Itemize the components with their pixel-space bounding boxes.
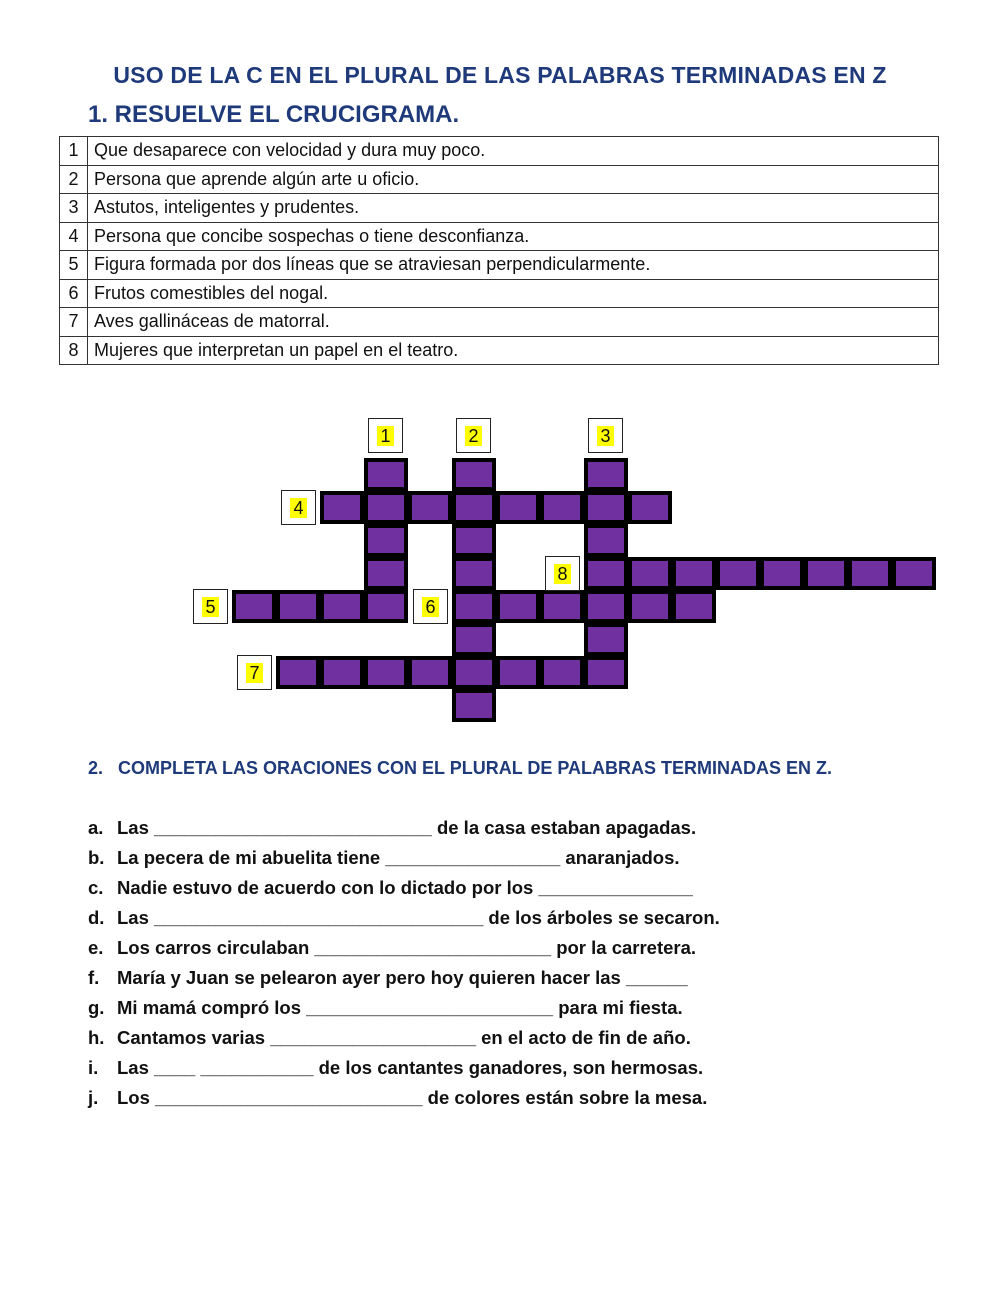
sentence-text: María y Juan se pelearon ayer pero hoy quieren hacer las ______ (117, 967, 688, 988)
clue-number: 2 (60, 165, 88, 194)
crossword-cell[interactable] (760, 557, 804, 590)
sentence-text: Las ________________________________ de los árboles se secaron. (117, 907, 720, 928)
clue-number: 4 (60, 222, 88, 251)
sentence-letter: j. (88, 1087, 99, 1108)
sentence-text: Las ___________________________ de la casa estaban apagadas. (117, 817, 697, 838)
crossword-cell[interactable] (540, 491, 584, 524)
clue-text: Aves gallináceas de matorral. (88, 308, 939, 337)
sentence-text: Las ____ ___________ de los cantantes ganadores, son hermosas. (117, 1057, 704, 1078)
sentence-item (88, 993, 720, 1023)
crossword-cell[interactable] (232, 590, 276, 623)
crossword-cell[interactable] (672, 590, 716, 623)
clue-number: 1 (60, 137, 88, 166)
sentence-text: Los __________________________ de colores están sobre la mesa. (117, 1087, 708, 1108)
crossword-cell[interactable] (452, 458, 496, 491)
crossword-cell[interactable] (848, 557, 892, 590)
sentence-letter: c. (88, 877, 104, 898)
sentence-item (88, 843, 720, 873)
sentence-text: Nadie estuvo de acuerdo con lo dictado por los _______________ (117, 877, 693, 898)
crossword-cell[interactable] (452, 623, 496, 656)
crossword-cell[interactable] (672, 557, 716, 590)
clue-label-6 (413, 589, 448, 624)
clue-row (60, 336, 939, 365)
clue-text: Mujeres que interpretan un papel en el teatro. (88, 336, 939, 365)
crossword-cell[interactable] (584, 656, 628, 689)
sentence-letter: a. (88, 817, 104, 838)
crossword-cell[interactable] (320, 491, 364, 524)
crossword-cell[interactable] (584, 491, 628, 524)
sentence-letter: h. (88, 1027, 105, 1048)
crossword-cell[interactable] (276, 656, 320, 689)
crossword-cell[interactable] (320, 590, 364, 623)
crossword-cell[interactable] (540, 590, 584, 623)
crossword-cell[interactable] (452, 491, 496, 524)
crossword-cell[interactable] (628, 590, 672, 623)
clue-label-number: 6 (422, 597, 438, 617)
clue-row (60, 308, 939, 337)
crossword-cell[interactable] (408, 491, 452, 524)
sentence-text: Mi mamá compró los ________________________ para mi fiesta. (117, 997, 683, 1018)
crossword-cell[interactable] (320, 656, 364, 689)
clue-label-number: 1 (377, 426, 393, 446)
clue-label-number: 7 (246, 663, 262, 683)
clue-label-4 (281, 490, 316, 525)
clue-text: Que desaparece con velocidad y dura muy poco. (88, 137, 939, 166)
clue-row (60, 165, 939, 194)
clue-number: 6 (60, 279, 88, 308)
clue-text: Figura formada por dos líneas que se atraviesan perpendicularmente. (88, 251, 939, 280)
crossword-cell[interactable] (584, 458, 628, 491)
clue-label-number: 8 (554, 564, 570, 584)
crossword-cell[interactable] (584, 524, 628, 557)
crossword-cell[interactable] (496, 590, 540, 623)
sentence-item (88, 873, 720, 903)
crossword-cell[interactable] (452, 689, 496, 722)
crossword-cell[interactable] (452, 557, 496, 590)
crossword-cell[interactable] (584, 590, 628, 623)
clues-table (59, 136, 939, 365)
clue-label-number: 4 (290, 498, 306, 518)
clue-row (60, 194, 939, 223)
crossword-cell[interactable] (804, 557, 848, 590)
sentence-item (88, 1023, 720, 1053)
section-1-title: 1. RESUELVE EL CRUCIGRAMA. (88, 101, 460, 128)
sentence-letter: f. (88, 967, 100, 988)
clue-text: Persona que concibe sospechas o tiene desconfianza. (88, 222, 939, 251)
section-2-title (88, 758, 832, 779)
sentence-letter: i. (88, 1057, 99, 1078)
sentence-letter: e. (88, 937, 104, 958)
clue-label-number: 3 (597, 426, 613, 446)
clue-number: 8 (60, 336, 88, 365)
clue-label-number: 5 (202, 597, 218, 617)
sentence-item (88, 1083, 720, 1113)
crossword-cell[interactable] (364, 491, 408, 524)
crossword-cell[interactable] (584, 557, 628, 590)
page-title: USO DE LA C EN EL PLURAL DE LAS PALABRAS TERMINADAS EN Z (113, 62, 887, 88)
clue-label-2 (456, 418, 491, 453)
clue-label-8 (545, 556, 580, 591)
crossword-cell[interactable] (364, 557, 408, 590)
clue-label-3 (588, 418, 623, 453)
clue-row (60, 279, 939, 308)
crossword-cell[interactable] (584, 623, 628, 656)
section-2-heading: COMPLETA LAS ORACIONES CON EL PLURAL DE PALABRAS TERMINADAS EN Z. (118, 758, 833, 778)
clue-text: Persona que aprende algún arte u oficio. (88, 165, 939, 194)
clue-row (60, 137, 939, 166)
clue-number: 3 (60, 194, 88, 223)
clue-row (60, 222, 939, 251)
sentence-letter: b. (88, 847, 105, 868)
clue-row (60, 251, 939, 280)
crossword-cell[interactable] (364, 590, 408, 623)
crossword-cell[interactable] (408, 656, 452, 689)
sentence-item (88, 903, 720, 933)
crossword-cell[interactable] (628, 491, 672, 524)
sentence-item (88, 1053, 720, 1083)
sentence-item (88, 963, 720, 993)
clue-number: 5 (60, 251, 88, 280)
sentence-text: La pecera de mi abuelita tiene _________________ anaranjados. (117, 847, 680, 868)
clue-text: Frutos comestibles del nogal. (88, 279, 939, 308)
sentence-letter: d. (88, 907, 105, 928)
clue-number: 7 (60, 308, 88, 337)
crossword-cell[interactable] (452, 656, 496, 689)
crossword-cell[interactable] (364, 458, 408, 491)
sentence-item (88, 933, 720, 963)
clue-label-number: 2 (465, 426, 481, 446)
sentence-text: Los carros circulaban _______________________ por la carretera. (117, 937, 697, 958)
crossword-cell[interactable] (496, 656, 540, 689)
sentence-text: Cantamos varias ____________________ en el acto de fin de año. (117, 1027, 691, 1048)
crossword-cell[interactable] (540, 656, 584, 689)
crossword-cell[interactable] (276, 590, 320, 623)
crossword-cell[interactable] (716, 557, 760, 590)
clue-label-7 (237, 655, 272, 690)
sentence-letter: g. (88, 997, 105, 1018)
crossword-cell[interactable] (496, 491, 540, 524)
sentence-item (88, 813, 720, 843)
crossword-cell[interactable] (892, 557, 936, 590)
crossword-cell[interactable] (364, 656, 408, 689)
crossword-cell[interactable] (628, 557, 672, 590)
sentence-list (88, 813, 720, 1113)
clue-label-5 (193, 589, 228, 624)
crossword-cell[interactable] (364, 524, 408, 557)
crossword-cell[interactable] (452, 524, 496, 557)
clue-text: Astutos, inteligentes y prudentes. (88, 194, 939, 223)
clue-label-1 (368, 418, 403, 453)
crossword-cell[interactable] (452, 590, 496, 623)
section-2-number: 2. (88, 758, 104, 778)
